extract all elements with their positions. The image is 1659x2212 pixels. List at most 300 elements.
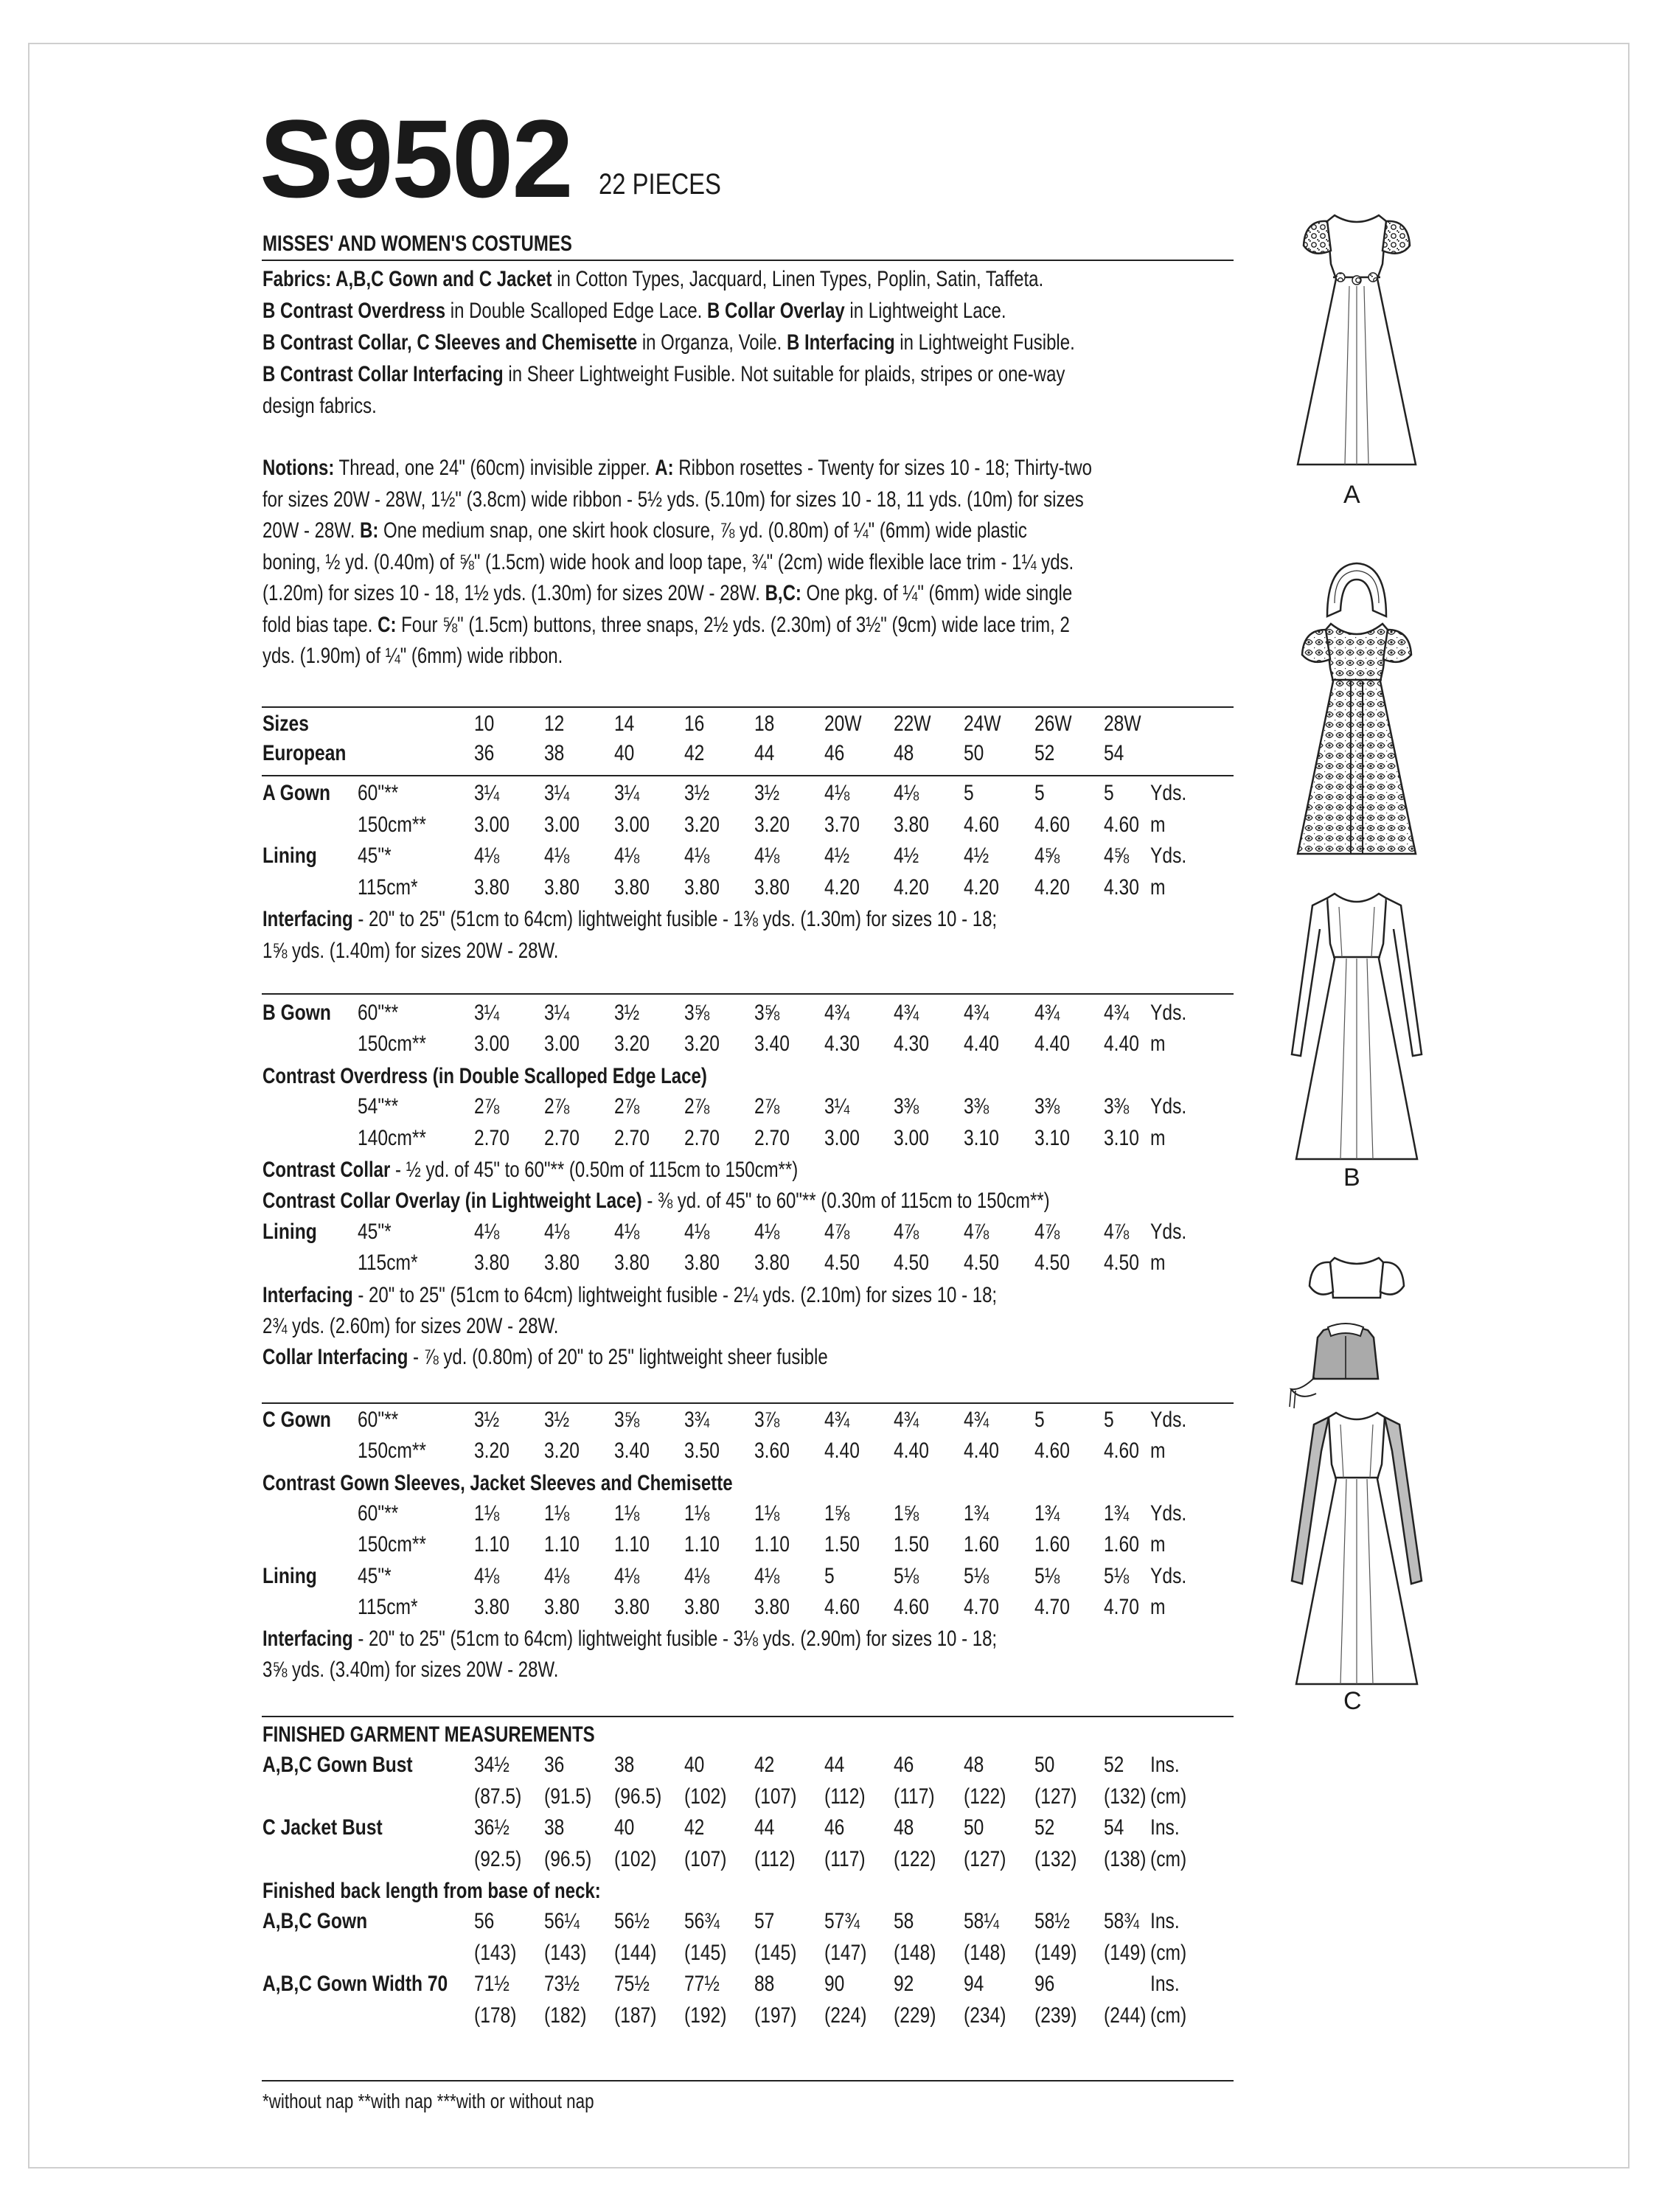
table-cell: (229) xyxy=(894,2003,936,2028)
text-run: fold bias tape. xyxy=(262,612,378,637)
table-cell: 96 xyxy=(1034,1972,1055,1997)
table-cell: 1⅛ xyxy=(544,1500,570,1526)
table-cell: (143) xyxy=(544,1940,587,1965)
text-line xyxy=(262,940,558,962)
row-label: Lining xyxy=(262,1563,317,1588)
text-run: (1.20m) for sizes 10 - 18, 1½ yds. (1.30m) for sizes 20W - 28W. xyxy=(262,581,765,605)
text-bold-run: B Interfacing xyxy=(786,330,895,355)
table-cell: (132) xyxy=(1034,1846,1077,1871)
table-cell: 5 xyxy=(964,781,974,805)
table-cell: 4⅛ xyxy=(474,1219,500,1244)
table-cell: (122) xyxy=(894,1846,936,1871)
table-cell: 3.80 xyxy=(474,874,509,900)
table-cell: (143) xyxy=(474,1940,517,1965)
table-row xyxy=(262,779,1236,808)
table-cell: 1¾ xyxy=(1104,1500,1130,1526)
table-cell: 71½ xyxy=(474,1972,509,1997)
fabric-width: 60"** xyxy=(358,1408,399,1432)
fabric-width: 140cm** xyxy=(358,1125,426,1150)
unit-label: Yds. xyxy=(1150,1001,1187,1025)
text-run: One medium snap, one skirt hook closure, ⅞ yd. (0.80m) of ¼" (6mm) wide plastic xyxy=(378,518,1027,543)
piece-count: 22 PIECES xyxy=(599,168,721,201)
table-cell: 4⅞ xyxy=(1104,1219,1130,1244)
table-cell: 3.20 xyxy=(754,812,790,837)
table-cell: 3.80 xyxy=(614,1594,650,1619)
text-run: 1⅝ yds. (1.40m) for sizes 20W - 28W. xyxy=(262,938,559,963)
table-cell: 3.80 xyxy=(684,1251,720,1276)
table-cell: 4.50 xyxy=(1104,1251,1139,1276)
text-bold-run: Finished back length from base of neck: xyxy=(262,1879,601,1903)
unit-label: Yds. xyxy=(1150,1219,1187,1244)
text-line xyxy=(262,1065,707,1088)
table-cell: 42 xyxy=(684,741,705,765)
row-label: C Gown xyxy=(262,1408,331,1432)
unit-label: m xyxy=(1150,874,1166,900)
table-cell: 48 xyxy=(894,1815,914,1840)
table-cell: 4⅛ xyxy=(544,1219,570,1244)
divider xyxy=(262,775,1234,776)
table-cell: (192) xyxy=(684,2003,727,2028)
table-cell: 3⅝ xyxy=(754,1001,780,1025)
table-cell: 54 xyxy=(1104,1815,1124,1840)
table-cell: (178) xyxy=(474,2003,517,2028)
unit-label: (cm) xyxy=(1150,1940,1187,1965)
table-row xyxy=(262,1248,1236,1278)
table-cell: (127) xyxy=(964,1846,1006,1871)
text-run: in Double Scalloped Edge Lace. xyxy=(445,299,708,323)
table-cell: 2⅞ xyxy=(614,1094,640,1119)
table-cell: 22W xyxy=(894,712,931,736)
table-row xyxy=(262,1029,1236,1059)
table-cell: 3.70 xyxy=(824,812,860,837)
text-line xyxy=(262,1346,828,1368)
table-cell: 3.40 xyxy=(614,1439,650,1464)
table-cell: 3.00 xyxy=(544,812,580,837)
table-cell: (239) xyxy=(1034,2003,1077,2028)
table-cell: 4.20 xyxy=(1034,874,1070,900)
table-cell: 3.80 xyxy=(614,874,650,900)
table-cell: (244) xyxy=(1104,2003,1147,2028)
table-cell: 4.40 xyxy=(964,1439,999,1464)
table-cell: 73½ xyxy=(544,1972,580,1997)
fabric-width: 54"** xyxy=(358,1094,399,1119)
text-run: 2¾ yds. (2.60m) for sizes 20W - 28W. xyxy=(262,1314,559,1338)
table-cell: 20W xyxy=(824,712,862,736)
row-label: A,B,C Gown Width 70 xyxy=(262,1972,448,1997)
text-run: - 20" to 25" (51cm to 64cm) lightweight fusible - 3⅛ yds. (2.90m) for sizes 10 - 18; xyxy=(352,1627,998,1652)
table-row xyxy=(262,873,1236,902)
unit-label: Yds. xyxy=(1150,844,1187,868)
table-cell: 3.80 xyxy=(544,1251,580,1276)
table-cell: 4½ xyxy=(824,844,850,868)
table-cell: 4¾ xyxy=(824,1408,850,1432)
table-cell: 2.70 xyxy=(754,1125,790,1150)
table-cell: 40 xyxy=(684,1753,705,1778)
table-cell: 38 xyxy=(544,741,565,765)
table-cell: (224) xyxy=(824,2003,867,2028)
divider xyxy=(262,1716,1234,1717)
table-cell: 44 xyxy=(754,1815,775,1840)
table-cell: (148) xyxy=(894,1940,936,1965)
unit-label: m xyxy=(1150,1532,1166,1557)
table-cell: 4⅛ xyxy=(894,781,919,805)
table-cell: 4.40 xyxy=(1034,1032,1070,1057)
text-bold-run: B Contrast Collar, C Sleeves and Chemisette xyxy=(262,330,638,355)
table-cell: 1⅝ xyxy=(894,1500,919,1526)
table-cell: 50 xyxy=(964,741,984,765)
unit-label: Ins. xyxy=(1150,1753,1180,1778)
table-cell: 3.00 xyxy=(614,812,650,837)
text-run: - 20" to 25" (51cm to 64cm) lightweight fusible - 1⅜ yds. (1.30m) for sizes 10 - 18; xyxy=(352,907,998,931)
table-cell: (149) xyxy=(1104,1940,1147,1965)
table-row xyxy=(262,1530,1236,1559)
table-cell: 56 xyxy=(474,1909,495,1934)
table-row xyxy=(262,810,1236,840)
unit-label: Ins. xyxy=(1150,1815,1180,1840)
table-cell: 3.00 xyxy=(474,812,509,837)
table-cell: 5 xyxy=(1034,1408,1045,1432)
table-cell: 4.50 xyxy=(894,1251,929,1276)
table-cell: 4.40 xyxy=(824,1439,860,1464)
text-line xyxy=(262,908,997,931)
unit-label: m xyxy=(1150,1594,1166,1619)
unit-label: Ins. xyxy=(1150,1909,1180,1934)
table-cell: 4⅛ xyxy=(474,1563,500,1588)
text-line xyxy=(262,1880,601,1902)
table-cell: 3.80 xyxy=(754,1251,790,1276)
table-cell: 24W xyxy=(964,712,1001,736)
text-line xyxy=(262,395,377,417)
table-cell: 57¾ xyxy=(824,1909,860,1934)
table-cell: 3½ xyxy=(614,1001,640,1025)
table-cell: 1⅝ xyxy=(824,1500,850,1526)
text-bold-run: Fabrics: A,B,C Gown and C Jacket xyxy=(262,267,552,291)
table-row xyxy=(262,1436,1236,1466)
text-bold-run: Contrast Overdress (in Double Scalloped Edge Lace) xyxy=(262,1063,707,1088)
row-label: B Gown xyxy=(262,1001,331,1025)
table-cell: 4.50 xyxy=(1034,1251,1070,1276)
text-line xyxy=(262,1724,595,1746)
table-cell: 77½ xyxy=(684,1972,720,1997)
table-cell: 42 xyxy=(684,1815,705,1840)
table-cell: 38 xyxy=(614,1753,635,1778)
table-cell: 3.20 xyxy=(544,1439,580,1464)
table-cell: 4.40 xyxy=(894,1439,929,1464)
table-cell: 42 xyxy=(754,1753,775,1778)
table-cell: 56¾ xyxy=(684,1909,720,1934)
table-cell: 3.00 xyxy=(544,1032,580,1057)
text-bold-run: Notions: xyxy=(262,456,335,480)
text-bold-run: Contrast Gown Sleeves, Jacket Sleeves and Chemisette xyxy=(262,1470,733,1495)
table-cell: 1.50 xyxy=(894,1532,929,1557)
text-line xyxy=(262,300,1006,322)
text-run: - ⅞ yd. (0.80m) of 20" to 25" lightweight sheer fusible xyxy=(408,1345,828,1370)
table-cell: (112) xyxy=(824,1784,866,1809)
text-line xyxy=(262,1659,558,1681)
view-b-overdress-illustration xyxy=(1283,616,1430,867)
table-cell: 3⅜ xyxy=(894,1094,919,1119)
table-cell: 58¾ xyxy=(1104,1909,1139,1934)
table-cell: 36 xyxy=(474,741,495,765)
table-cell: 5 xyxy=(1034,781,1045,805)
text-line xyxy=(262,457,1092,479)
table-cell: (107) xyxy=(754,1784,797,1809)
table-cell: 3⅝ xyxy=(614,1408,640,1432)
table-cell: (147) xyxy=(824,1940,867,1965)
table-cell: 92 xyxy=(894,1972,914,1997)
table-row xyxy=(262,739,1236,768)
view-c-chemisette-illustration xyxy=(1287,1320,1405,1416)
table-cell: 3.80 xyxy=(544,874,580,900)
table-cell: 28W xyxy=(1104,712,1141,736)
table-cell: 4¾ xyxy=(894,1408,919,1432)
text-bold-run: B Contrast Collar Interfacing xyxy=(262,362,504,386)
table-row xyxy=(262,1405,1236,1435)
table-cell: 4¾ xyxy=(824,1001,850,1025)
table-cell: 14 xyxy=(614,712,635,736)
text-run: boning, ½ yd. (0.40m) of ⅝" (1.5cm) wide hook and loop tape, ¾" (2cm) wide flexible lace trim - 1¼ yds. xyxy=(262,549,1074,574)
table-cell: 4⅛ xyxy=(754,1563,780,1588)
table-cell: 4⅝ xyxy=(1034,844,1060,868)
table-cell: 50 xyxy=(1034,1753,1055,1778)
table-cell: 4.60 xyxy=(894,1594,929,1619)
table-row xyxy=(262,1593,1236,1622)
table-row xyxy=(262,1217,1236,1247)
table-cell: (138) xyxy=(1104,1846,1147,1871)
table-cell: 1⅛ xyxy=(684,1500,710,1526)
table-cell: 48 xyxy=(964,1753,984,1778)
table-cell: 4⅛ xyxy=(824,781,850,805)
text-run: yds. (1.90m) of ¼" (6mm) wide ribbon. xyxy=(262,644,563,668)
text-run: One pkg. of ¼" (6mm) wide single xyxy=(801,581,1073,605)
table-cell: 58¼ xyxy=(964,1909,999,1934)
table-cell: 58 xyxy=(894,1909,914,1934)
table-cell: 1⅛ xyxy=(614,1500,640,1526)
table-cell: (187) xyxy=(614,2003,657,2028)
table-cell: 3.80 xyxy=(754,874,790,900)
text-bold-run: B Contrast Overdress xyxy=(262,299,446,323)
table-cell: 40 xyxy=(614,741,635,765)
view-a-label: A xyxy=(1343,481,1360,509)
table-cell: 3.10 xyxy=(1034,1125,1070,1150)
table-cell: 12 xyxy=(544,712,565,736)
table-cell: 3⅞ xyxy=(754,1408,780,1432)
text-run: 3⅝ yds. (3.40m) for sizes 20W - 28W. xyxy=(262,1658,559,1683)
table-cell: (144) xyxy=(614,1940,657,1965)
table-cell: 1¾ xyxy=(964,1500,990,1526)
table-cell: 1.60 xyxy=(1104,1532,1139,1557)
unit-label: (cm) xyxy=(1150,2003,1187,2028)
table-cell: 4.60 xyxy=(1104,1439,1139,1464)
table-cell: 4.70 xyxy=(964,1594,999,1619)
table-cell: 3½ xyxy=(474,1408,500,1432)
table-cell: 5 xyxy=(1104,1408,1114,1432)
table-cell: 3.80 xyxy=(684,874,720,900)
unit-label: m xyxy=(1150,812,1166,837)
table-cell: 3.20 xyxy=(614,1032,650,1057)
text-bold-run: Contrast Collar xyxy=(262,1158,391,1182)
nap-footnote: *without nap **with nap ***with or without nap xyxy=(262,2090,594,2112)
table-row xyxy=(262,1938,1236,1968)
divider xyxy=(262,260,1234,261)
text-line xyxy=(262,1284,997,1307)
unit-label: Yds. xyxy=(1150,781,1187,805)
unit-label: m xyxy=(1150,1251,1166,1276)
table-row xyxy=(262,1092,1236,1121)
table-cell: 3.60 xyxy=(754,1439,790,1464)
unit-label: m xyxy=(1150,1125,1166,1150)
table-row xyxy=(262,1782,1236,1812)
table-cell: 3¼ xyxy=(474,781,500,805)
view-b-gown-illustration xyxy=(1276,885,1438,1172)
unit-label: Yds. xyxy=(1150,1094,1187,1119)
text-bold-run: B: xyxy=(360,518,379,543)
table-cell: (145) xyxy=(754,1940,797,1965)
text-run: in Lightweight Fusible. xyxy=(894,330,1075,355)
table-cell: 4.30 xyxy=(894,1032,929,1057)
text-bold-run: Interfacing xyxy=(262,907,353,931)
table-cell: 36 xyxy=(544,1753,565,1778)
table-row xyxy=(262,998,1236,1028)
table-cell: 3.00 xyxy=(474,1032,509,1057)
table-cell: 4.60 xyxy=(1034,1439,1070,1464)
view-b-label: B xyxy=(1343,1164,1360,1192)
text-run: in Lightweight Lace. xyxy=(844,299,1006,323)
table-row xyxy=(262,1813,1236,1843)
table-cell: (102) xyxy=(684,1784,727,1809)
table-cell: 52 xyxy=(1034,741,1055,765)
table-cell: 3.80 xyxy=(754,1594,790,1619)
table-cell: 3¼ xyxy=(614,781,640,805)
unit-label: Yds. xyxy=(1150,1408,1187,1432)
pattern-title: MISSES' AND WOMEN'S COSTUMES xyxy=(262,232,572,256)
table-cell: 46 xyxy=(824,741,845,765)
table-cell: (112) xyxy=(754,1846,796,1871)
table-cell: 90 xyxy=(824,1972,845,1997)
text-line xyxy=(262,332,1075,354)
table-cell: (107) xyxy=(684,1846,727,1871)
table-cell: 5 xyxy=(824,1563,835,1588)
table-cell: 3.00 xyxy=(894,1125,929,1150)
table-cell: (96.5) xyxy=(544,1846,592,1871)
table-cell: 4.30 xyxy=(824,1032,860,1057)
table-cell: 26W xyxy=(1034,712,1072,736)
fabric-width: 45"* xyxy=(358,844,392,868)
text-bold-run: Contrast Collar Overlay (in Lightweight Lace) xyxy=(262,1189,642,1214)
table-cell: 5⅛ xyxy=(894,1563,919,1588)
table-cell: 4⅛ xyxy=(684,844,710,868)
text-line xyxy=(262,1315,558,1338)
table-cell: (122) xyxy=(964,1784,1006,1809)
unit-label: Yds. xyxy=(1150,1563,1187,1588)
table-cell: (117) xyxy=(894,1784,935,1809)
table-cell: 2⅞ xyxy=(474,1094,500,1119)
table-row xyxy=(262,1969,1236,1999)
fabric-width: 115cm* xyxy=(358,1251,418,1276)
fabric-width: 150cm** xyxy=(358,1032,426,1057)
text-run: - ⅜ yd. of 45" to 60"** (0.30m of 115cm to 150cm**) xyxy=(641,1189,1050,1214)
table-cell: (132) xyxy=(1104,1784,1147,1809)
table-cell: 3.50 xyxy=(684,1439,720,1464)
table-row xyxy=(262,1499,1236,1528)
text-bold-run: Interfacing xyxy=(262,1627,353,1652)
text-bold-run: C: xyxy=(378,612,397,637)
table-cell: 3.10 xyxy=(964,1125,999,1150)
text-run: 20W - 28W. xyxy=(262,518,361,543)
text-line xyxy=(262,549,1074,574)
table-cell: 3.20 xyxy=(684,1032,720,1057)
table-cell: 4.30 xyxy=(1104,874,1139,900)
table-cell: 4.50 xyxy=(964,1251,999,1276)
table-cell: 50 xyxy=(964,1815,984,1840)
table-cell: (102) xyxy=(614,1846,657,1871)
divider xyxy=(262,706,1234,708)
table-cell: 4.20 xyxy=(824,874,860,900)
table-cell: 4⅞ xyxy=(964,1219,990,1244)
table-cell: 4.20 xyxy=(964,874,999,900)
text-run: Four ⅝" (1.5cm) buttons, three snaps, 2½ yds. (2.30m) of 3½" (9cm) wide lace trim, 2 xyxy=(396,612,1070,637)
table-cell: (149) xyxy=(1034,1940,1077,1965)
view-b-collar-illustration xyxy=(1320,557,1394,624)
table-row xyxy=(262,1750,1236,1780)
table-row xyxy=(262,709,1236,739)
pattern-number: S9502 xyxy=(260,97,572,220)
table-cell: 1.50 xyxy=(824,1532,860,1557)
table-cell: 4.20 xyxy=(894,874,929,900)
table-cell: 4⅛ xyxy=(474,844,500,868)
table-cell: 4¾ xyxy=(1034,1001,1060,1025)
table-cell: 16 xyxy=(684,712,705,736)
table-cell: 4¾ xyxy=(894,1001,919,1025)
table-cell: 1.60 xyxy=(1034,1532,1070,1557)
table-cell: 3.20 xyxy=(684,812,720,837)
text-run: in Organza, Voile. xyxy=(637,330,787,355)
table-cell: 3½ xyxy=(684,781,710,805)
table-cell: 3½ xyxy=(754,781,780,805)
fabric-width: 60"** xyxy=(358,781,399,805)
text-run: in Sheer Lightweight Fusible. Not suitable for plaids, stripes or one-way xyxy=(503,362,1065,386)
text-line xyxy=(262,614,1070,636)
text-run: in Cotton Types, Jacquard, Linen Types, Poplin, Satin, Taffeta. xyxy=(552,267,1044,291)
table-cell: 1.10 xyxy=(474,1532,509,1557)
table-cell: (91.5) xyxy=(544,1784,592,1809)
table-cell: 1.60 xyxy=(964,1532,999,1557)
text-bold-run: B,C: xyxy=(765,581,801,605)
fabric-width: 45"* xyxy=(358,1219,392,1244)
table-row xyxy=(262,1562,1236,1591)
view-c-gown-illustration xyxy=(1276,1404,1438,1699)
text-line xyxy=(262,582,1072,605)
table-cell: 4.60 xyxy=(824,1594,860,1619)
table-cell: 4.70 xyxy=(1034,1594,1070,1619)
table-cell: (127) xyxy=(1034,1784,1077,1809)
table-cell: 5 xyxy=(1104,781,1114,805)
table-cell: (96.5) xyxy=(614,1784,662,1809)
table-cell: 4.40 xyxy=(964,1032,999,1057)
table-cell: 1¾ xyxy=(1034,1500,1060,1526)
table-cell: 4½ xyxy=(894,844,919,868)
text-run: - 20" to 25" (51cm to 64cm) lightweight fusible - 2¼ yds. (2.10m) for sizes 10 - 18; xyxy=(352,1282,998,1307)
table-cell: 3.80 xyxy=(544,1594,580,1619)
table-cell: 58½ xyxy=(1034,1909,1070,1934)
table-cell: 3.80 xyxy=(474,1251,509,1276)
table-cell: 4⅛ xyxy=(544,1563,570,1588)
unit-label: m xyxy=(1150,1032,1166,1057)
table-cell: (117) xyxy=(824,1846,866,1871)
table-cell: 4.60 xyxy=(964,812,999,837)
view-c-jacket-illustration xyxy=(1305,1251,1408,1324)
table-cell: 18 xyxy=(754,712,775,736)
